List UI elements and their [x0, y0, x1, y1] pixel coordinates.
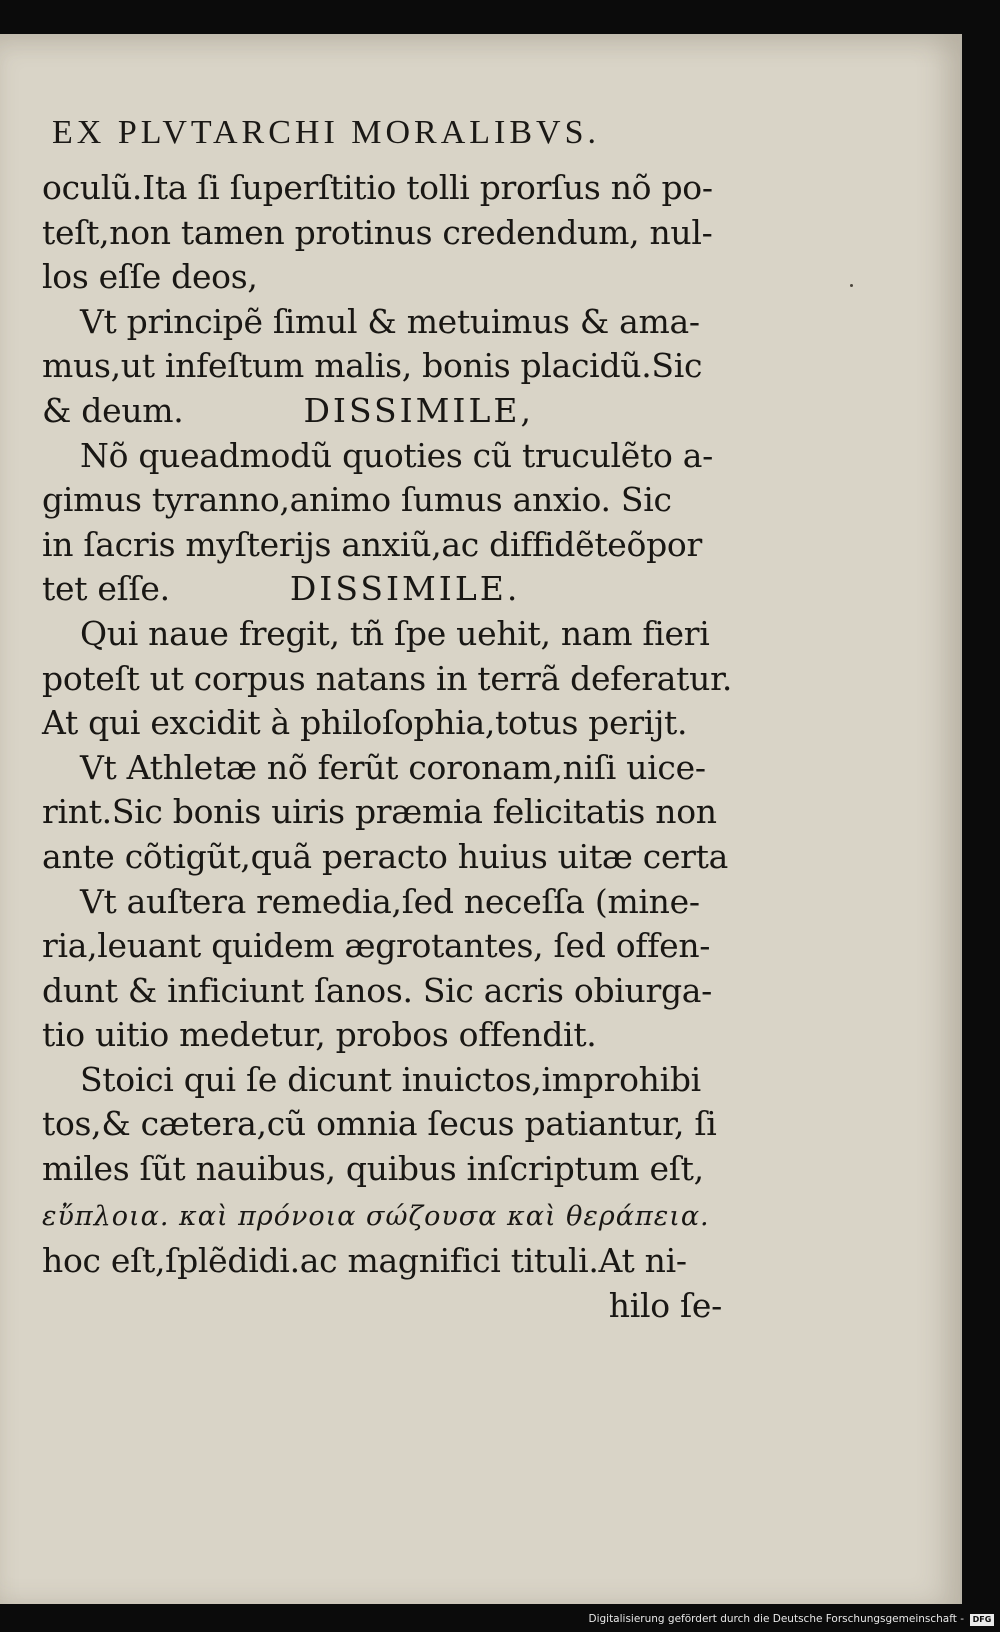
- line-text: Nõ queadmodũ quoties cũ truculẽto a-: [80, 435, 713, 475]
- text-lines: [42, 166, 762, 1328]
- line-text: Vt principẽ ſimul & metuimus & ama-: [80, 301, 700, 341]
- text-line: [42, 1284, 762, 1329]
- text-line: [42, 1058, 762, 1103]
- text-line: [42, 478, 762, 523]
- line-text: ria,leuant quidem ægrotantes, ſed offen-: [42, 926, 711, 966]
- text-line: [42, 612, 762, 657]
- line-text: hoc eſt,ſplẽdidi.ac magnifici tituli.At ni-: [42, 1241, 687, 1281]
- line-text: Qui naue fregit, tñ ſpe uehit, nam fieri: [80, 613, 710, 653]
- line-text: εὔπλοια. καὶ πρόνοια σώζουσα καὶ θεράπεια.: [42, 1200, 710, 1232]
- text-line: [42, 746, 762, 791]
- text-line: [42, 255, 762, 300]
- dfg-logo: DFG: [970, 1614, 994, 1626]
- line-text: Vt auſtera remedia,ſed neceſſa (mine-: [80, 881, 700, 921]
- text-line: [42, 969, 762, 1014]
- text-line: [42, 434, 762, 479]
- text-line: [42, 657, 762, 702]
- text-line: [42, 567, 762, 612]
- text-line: [42, 880, 762, 925]
- text-line: [42, 211, 762, 256]
- text-line: [42, 523, 762, 568]
- line-text: At qui excidit à philoſophia,totus perijt.: [42, 703, 688, 743]
- text-line: [42, 1013, 762, 1058]
- running-head: EX PLVTARCHI MORALIBVS.: [52, 114, 601, 151]
- line-text: Vt Athletæ nõ ferũt coronam,niſi uice-: [80, 747, 706, 787]
- text-line: [42, 300, 762, 345]
- text-line: [42, 835, 762, 880]
- line-text: rint.Sic bonis uiris præmia felicitatis non: [42, 792, 717, 832]
- ink-speck: [850, 284, 853, 287]
- line-text: tos,& cætera,cũ omnia ſecus patiantur, ſi: [42, 1104, 717, 1144]
- funding-credit: Digitalisierung gefördert durch die Deutsche Forschungsgemeinschaft -: [588, 1613, 964, 1625]
- text-line: [42, 344, 762, 389]
- line-text: hilo ſe-: [608, 1285, 722, 1325]
- line-text: mus,ut infeſtum malis, bonis placidũ.Sic: [42, 346, 703, 386]
- line-text: oculũ.Ita ſi ſuperſtitio tolli prorſus nõ po-: [42, 168, 713, 207]
- section-tag: DISSIMILE,: [303, 390, 534, 430]
- text-line: [42, 790, 762, 835]
- line-text: poteſt ut corpus natans in terrã deferatur.: [42, 658, 733, 698]
- line-text: los eſſe deos,: [42, 257, 258, 297]
- line-text: Stoici qui ſe dicunt inuictos,improhibi: [80, 1059, 701, 1099]
- line-text: tet eſſe.: [42, 569, 170, 609]
- text-line: [42, 1102, 762, 1147]
- text-line: [42, 166, 762, 211]
- line-text: miles ſũt nauibus, quibus inſcriptum eſt,: [42, 1149, 704, 1189]
- book-page: [0, 34, 962, 1604]
- line-text: dunt & inficiunt ſanos. Sic acris obiurga-: [42, 970, 713, 1010]
- text-line: [42, 1192, 762, 1240]
- line-text: gimus tyranno,animo ſumus anxio. Sic: [42, 480, 672, 520]
- text-line: [42, 1147, 762, 1192]
- page-text-block: [42, 114, 762, 1328]
- line-text: & deum.: [42, 390, 184, 430]
- text-line: [42, 1239, 762, 1284]
- line-text: tio uitio medetur, probos offendit.: [42, 1015, 597, 1055]
- text-line: [42, 924, 762, 969]
- section-tag: DISSIMILE.: [289, 569, 521, 609]
- line-text: in ſacris myſterijs anxiũ,ac diffidẽteõpor: [42, 524, 702, 564]
- line-text: ante cõtigũt,quã peracto huius uitæ certa: [42, 836, 728, 876]
- text-line: [42, 701, 762, 746]
- line-text: teſt,non tamen protinus credendum, nul-: [42, 212, 713, 252]
- text-line: [42, 389, 762, 434]
- footer-bar: [0, 1604, 1000, 1632]
